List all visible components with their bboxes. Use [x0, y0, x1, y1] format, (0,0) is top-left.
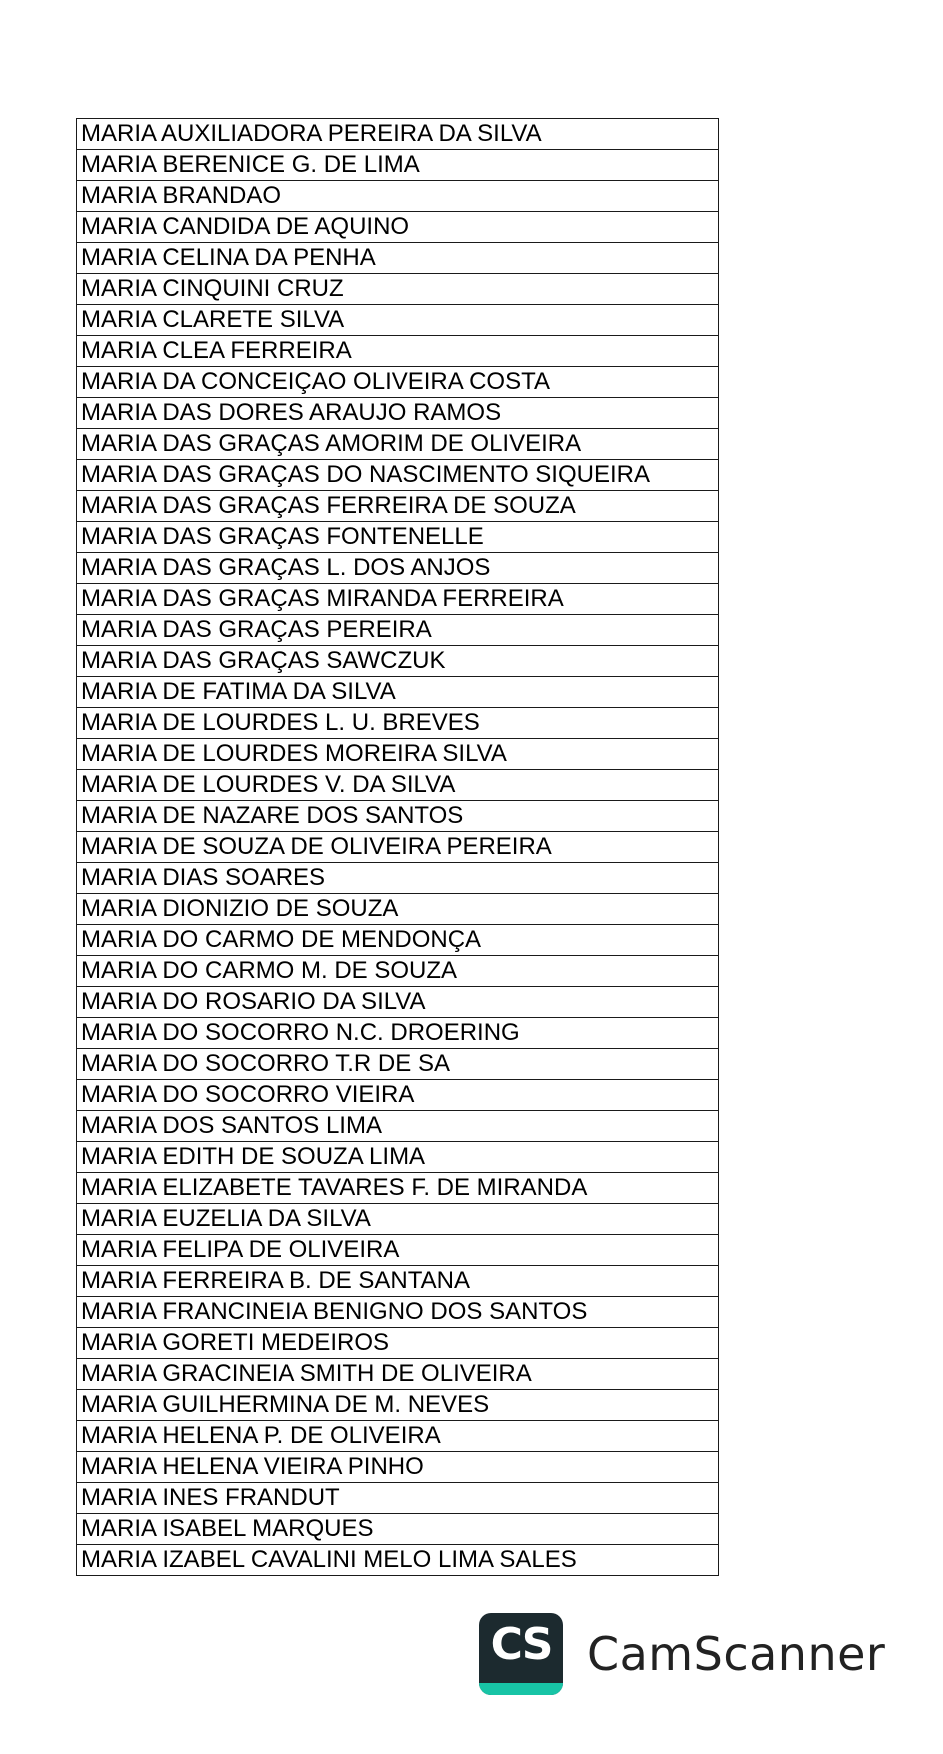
name-cell: MARIA HELENA VIEIRA PINHO: [77, 1452, 719, 1483]
table-row: [77, 1204, 719, 1235]
name-cell: MARIA DO SOCORRO T.R DE SA: [77, 1049, 719, 1080]
table-row: [77, 243, 719, 274]
name-cell: MARIA DO ROSARIO DA SILVA: [77, 987, 719, 1018]
table-row: [77, 181, 719, 212]
table-row: [77, 1390, 719, 1421]
name-cell: MARIA EUZELIA DA SILVA: [77, 1204, 719, 1235]
table-row: [77, 460, 719, 491]
table-row: [77, 770, 719, 801]
table-row: [77, 274, 719, 305]
table-row: [77, 1359, 719, 1390]
name-cell: MARIA DAS GRAÇAS SAWCZUK: [77, 646, 719, 677]
table-row: [77, 367, 719, 398]
name-cell: MARIA EDITH DE SOUZA LIMA: [77, 1142, 719, 1173]
table-row: [77, 615, 719, 646]
names-table-body: [77, 119, 719, 1576]
table-row: [77, 212, 719, 243]
name-cell: MARIA GRACINEIA SMITH DE OLIVEIRA: [77, 1359, 719, 1390]
table-row: [77, 646, 719, 677]
table-row: [77, 987, 719, 1018]
name-cell: MARIA AUXILIADORA PEREIRA DA SILVA: [77, 119, 719, 150]
table-row: [77, 1111, 719, 1142]
name-cell: MARIA CLARETE SILVA: [77, 305, 719, 336]
name-cell: MARIA DAS GRAÇAS L. DOS ANJOS: [77, 553, 719, 584]
table-row: [77, 1452, 719, 1483]
table-row: [77, 336, 719, 367]
name-cell: MARIA CELINA DA PENHA: [77, 243, 719, 274]
table-row: [77, 119, 719, 150]
table-row: [77, 956, 719, 987]
name-cell: MARIA DAS GRAÇAS FERREIRA DE SOUZA: [77, 491, 719, 522]
name-cell: MARIA CANDIDA DE AQUINO: [77, 212, 719, 243]
name-cell: MARIA DE LOURDES MOREIRA SILVA: [77, 739, 719, 770]
table-row: [77, 708, 719, 739]
table-row: [77, 1142, 719, 1173]
camscanner-brand-name: CamScanner: [587, 1627, 886, 1681]
name-cell: MARIA GORETI MEDEIROS: [77, 1328, 719, 1359]
table-row: [77, 1514, 719, 1545]
name-cell: MARIA DO CARMO M. DE SOUZA: [77, 956, 719, 987]
name-cell: MARIA DE LOURDES L. U. BREVES: [77, 708, 719, 739]
name-cell: MARIA DIAS SOARES: [77, 863, 719, 894]
name-cell: MARIA DE SOUZA DE OLIVEIRA PEREIRA: [77, 832, 719, 863]
name-cell: MARIA DE FATIMA DA SILVA: [77, 677, 719, 708]
table-row: [77, 584, 719, 615]
name-cell: MARIA GUILHERMINA DE M. NEVES: [77, 1390, 719, 1421]
name-cell: MARIA DE LOURDES V. DA SILVA: [77, 770, 719, 801]
name-cell: MARIA ELIZABETE TAVARES F. DE MIRANDA: [77, 1173, 719, 1204]
table-row: [77, 1018, 719, 1049]
table-row: [77, 925, 719, 956]
table-row: [77, 1173, 719, 1204]
table-row: [77, 305, 719, 336]
camscanner-watermark: [479, 1613, 885, 1695]
name-cell: MARIA DOS SANTOS LIMA: [77, 1111, 719, 1142]
camscanner-logo-letters: CS: [490, 1619, 552, 1670]
table-row: [77, 739, 719, 770]
table-row: [77, 894, 719, 925]
name-cell: MARIA DA CONCEIÇAO OLIVEIRA COSTA: [77, 367, 719, 398]
camscanner-logo-icon: [479, 1613, 563, 1695]
table-row: [77, 491, 719, 522]
name-cell: MARIA FERREIRA B. DE SANTANA: [77, 1266, 719, 1297]
name-cell: MARIA FRANCINEIA BENIGNO DOS SANTOS: [77, 1297, 719, 1328]
name-cell: MARIA ISABEL MARQUES: [77, 1514, 719, 1545]
names-table: [76, 118, 719, 1576]
table-row: [77, 1266, 719, 1297]
name-cell: MARIA DAS GRAÇAS AMORIM DE OLIVEIRA: [77, 429, 719, 460]
name-cell: MARIA DO SOCORRO VIEIRA: [77, 1080, 719, 1111]
name-cell: MARIA HELENA P. DE OLIVEIRA: [77, 1421, 719, 1452]
name-cell: MARIA BERENICE G. DE LIMA: [77, 150, 719, 181]
table-row: [77, 429, 719, 460]
table-row: [77, 1483, 719, 1514]
camscanner-logo-band: [479, 1683, 563, 1695]
name-cell: MARIA DAS GRAÇAS DO NASCIMENTO SIQUEIRA: [77, 460, 719, 491]
table-row: [77, 1421, 719, 1452]
table-row: [77, 1328, 719, 1359]
name-cell: MARIA DIONIZIO DE SOUZA: [77, 894, 719, 925]
table-row: [77, 1297, 719, 1328]
table-row: [77, 832, 719, 863]
name-cell: MARIA IZABEL CAVALINI MELO LIMA SALES: [77, 1545, 719, 1576]
name-cell: MARIA CLEA FERREIRA: [77, 336, 719, 367]
table-row: [77, 1545, 719, 1576]
table-row: [77, 553, 719, 584]
name-cell: MARIA DAS GRAÇAS FONTENELLE: [77, 522, 719, 553]
table-row: [77, 150, 719, 181]
table-row: [77, 677, 719, 708]
name-cell: MARIA CINQUINI CRUZ: [77, 274, 719, 305]
name-cell: MARIA DE NAZARE DOS SANTOS: [77, 801, 719, 832]
table-row: [77, 522, 719, 553]
name-cell: MARIA DAS GRAÇAS MIRANDA FERREIRA: [77, 584, 719, 615]
table-row: [77, 801, 719, 832]
name-cell: MARIA INES FRANDUT: [77, 1483, 719, 1514]
name-cell: MARIA BRANDAO: [77, 181, 719, 212]
table-row: [77, 398, 719, 429]
name-cell: MARIA DAS GRAÇAS PEREIRA: [77, 615, 719, 646]
name-cell: MARIA DO SOCORRO N.C. DROERING: [77, 1018, 719, 1049]
table-row: [77, 1235, 719, 1266]
name-cell: MARIA DO CARMO DE MENDONÇA: [77, 925, 719, 956]
name-cell: MARIA DAS DORES ARAUJO RAMOS: [77, 398, 719, 429]
table-row: [77, 1080, 719, 1111]
table-row: [77, 863, 719, 894]
name-cell: MARIA FELIPA DE OLIVEIRA: [77, 1235, 719, 1266]
table-row: [77, 1049, 719, 1080]
